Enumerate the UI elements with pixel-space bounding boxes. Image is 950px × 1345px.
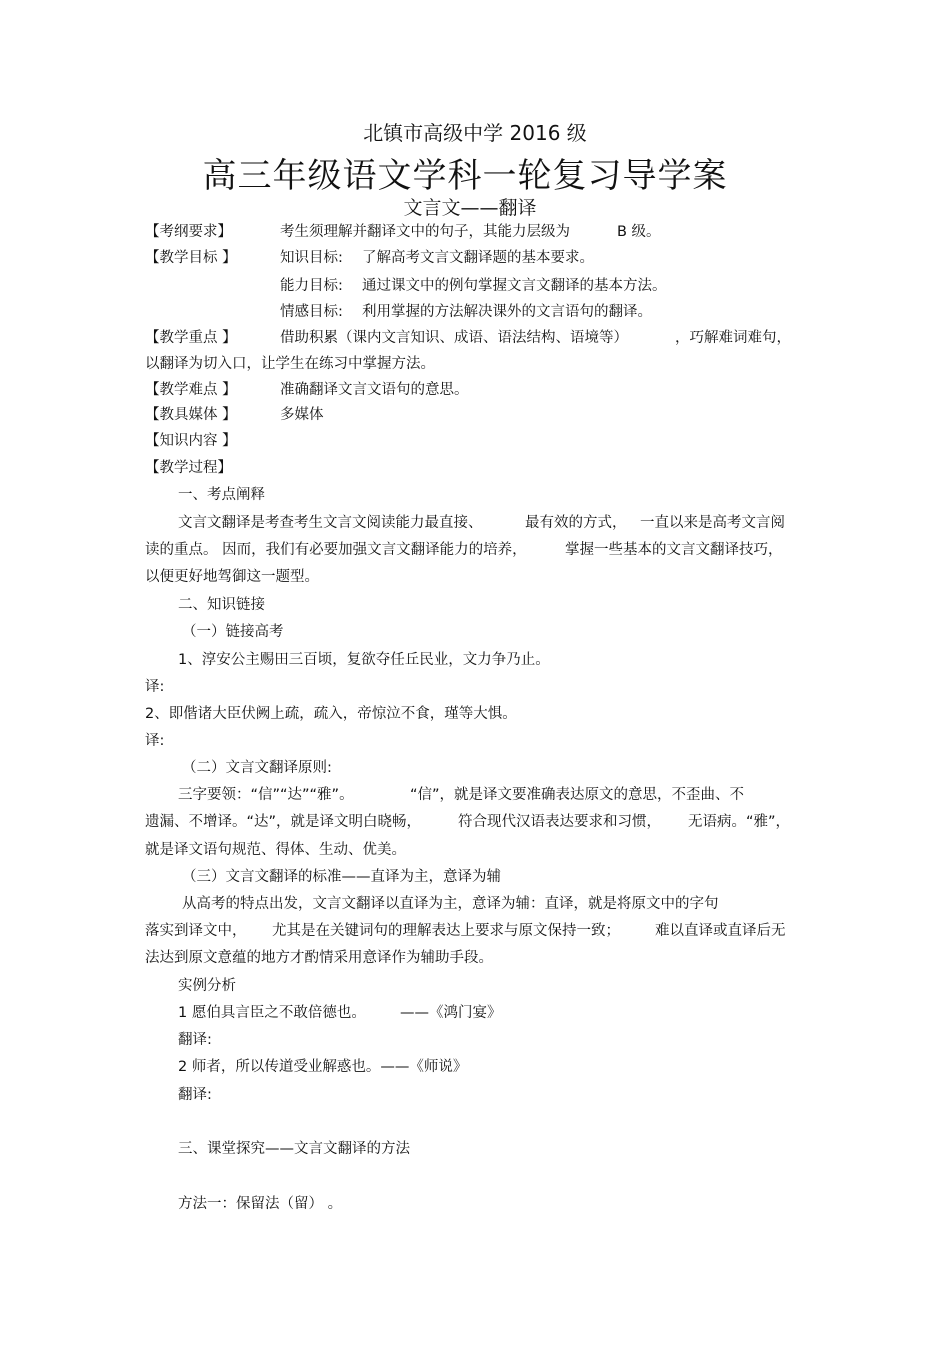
yuanze-line1-a: 三字要领：“信”“达”“雅”。 [178,787,354,803]
biaozhun-line1: 从高考的特点出发，文言文翻译以直译为主，意译为辅：直译，就是将原文中的字句 [182,896,719,912]
kaogang-level: B 级。 [617,224,661,240]
section-3-heading: 三、课堂探究——文言文翻译的方法 [178,1141,410,1157]
question-2: 2、即偕诸大臣伏阙上疏，疏入，帝惊泣不食，瑾等大惧。 [145,706,517,722]
question-1: 1、淳安公主赐田三百顷，复欲夺任丘民业，文力争乃止。 [178,652,550,668]
nandian-text: 准确翻译文言文语句的意思。 [280,382,469,398]
qinggan-label: 情感目标: [280,304,343,320]
zhongdian-text-1: 借助积累（课内文言知识、成语、语法结构、语境等） [280,330,628,346]
s1-line1-c: 一直以来是高考文言阅 [640,515,785,531]
yuanze-line2-b: 符合现代汉语表达要求和习惯， [458,814,661,830]
answer-label-2: 译: [145,733,165,749]
nandian-label: 【教学难点 】 [145,382,237,398]
s1-line1-b: 最有效的方式， [525,515,627,531]
translation-label-2: 翻译: [178,1087,212,1103]
translation-label-1: 翻译: [178,1032,212,1048]
biaozhun-line3: 法达到原文意蕴的地方才酌情采用意译作为辅助手段。 [145,950,493,966]
s1-line2-b: 掌握一些基本的文言文翻译技巧， [565,542,783,558]
zhongdian-text-2: ，巧解难词难句， [675,330,791,346]
neirong-label: 【知识内容 】 [145,433,237,449]
example-analysis-heading: 实例分析 [178,978,236,994]
s1-line1-a: 文言文翻译是考查考生文言文阅读能力最直接、 [178,515,483,531]
yuanze-line2-a: 遗漏、不增译。“达”，就是译文明白晓畅， [145,814,422,830]
page-title: 高三年级语文学科一轮复习导学案 [202,156,728,196]
kaogang-text: 考生须理解并翻译文中的句子，其能力层级为 [280,224,570,240]
method-1: 方法一：保留法（留） 。 [178,1196,343,1212]
zhishi-label: 知识目标: [280,250,343,266]
yuanze-line2-c: 无语病。“雅”， [688,814,791,830]
nengli-label: 能力目标: [280,278,343,294]
s1-line3: 以便更好地驾御这一题型。 [145,569,319,585]
nengli-text: 通过课文中的例句掌握文言文翻译的基本方法。 [362,278,667,294]
yuanze-line3: 就是译文语句规范、得体、生动、优美。 [145,842,406,858]
zhongdian-label: 【教学重点 】 [145,330,237,346]
example-2-text: 2 师者，所以传道受业解惑也。——《师说》 [178,1059,468,1075]
meiti-label: 【教具媒体 】 [145,407,237,423]
biaozhun-line2-b: 尤其是在关键词句的理解表达上要求与原文保持一致； [272,923,620,939]
zhishi-text: 了解高考文言文翻译题的基本要求。 [362,250,594,266]
section-2-sub-2: （二）文言文翻译原则: [182,760,332,776]
example-1-source: ——《鸿门宴》 [400,1005,502,1021]
school-name: 北镇市高级中学 2016 级 [363,121,587,145]
section-1-heading: 一、考点阐释 [178,487,265,503]
section-2-sub-1: （一）链接高考 [182,624,284,640]
guocheng-label: 【教学过程】 [145,460,232,476]
s1-line2-a: 读的重点。 因而，我们有必要加强文言文翻译能力的培养， [145,542,527,558]
page-subtitle: 文言文——翻译 [403,197,537,219]
yuanze-line1-b: “信”，就是译文要准确表达原文的意思，不歪曲、不 [410,787,745,803]
qinggan-text: 利用掌握的方法解决课外的文言语句的翻译。 [362,304,652,320]
meiti-text: 多媒体 [280,407,324,423]
kaogang-label: 【考纲要求】 [145,224,232,240]
example-1-text: 1 愿伯具言臣之不敢倍德也。 [178,1005,366,1021]
section-2-sub-3: （三）文言文翻译的标准——直译为主，意译为辅 [182,869,501,885]
answer-label-1: 译: [145,679,165,695]
zhongdian-text-3: 以翻译为切入口，让学生在练习中掌握方法。 [145,356,435,372]
section-2-heading: 二、知识链接 [178,597,265,613]
mubiao-label: 【教学目标 】 [145,250,237,266]
biaozhun-line2-a: 落实到译文中， [145,923,247,939]
biaozhun-line2-c: 难以直译或直译后无 [655,923,786,939]
